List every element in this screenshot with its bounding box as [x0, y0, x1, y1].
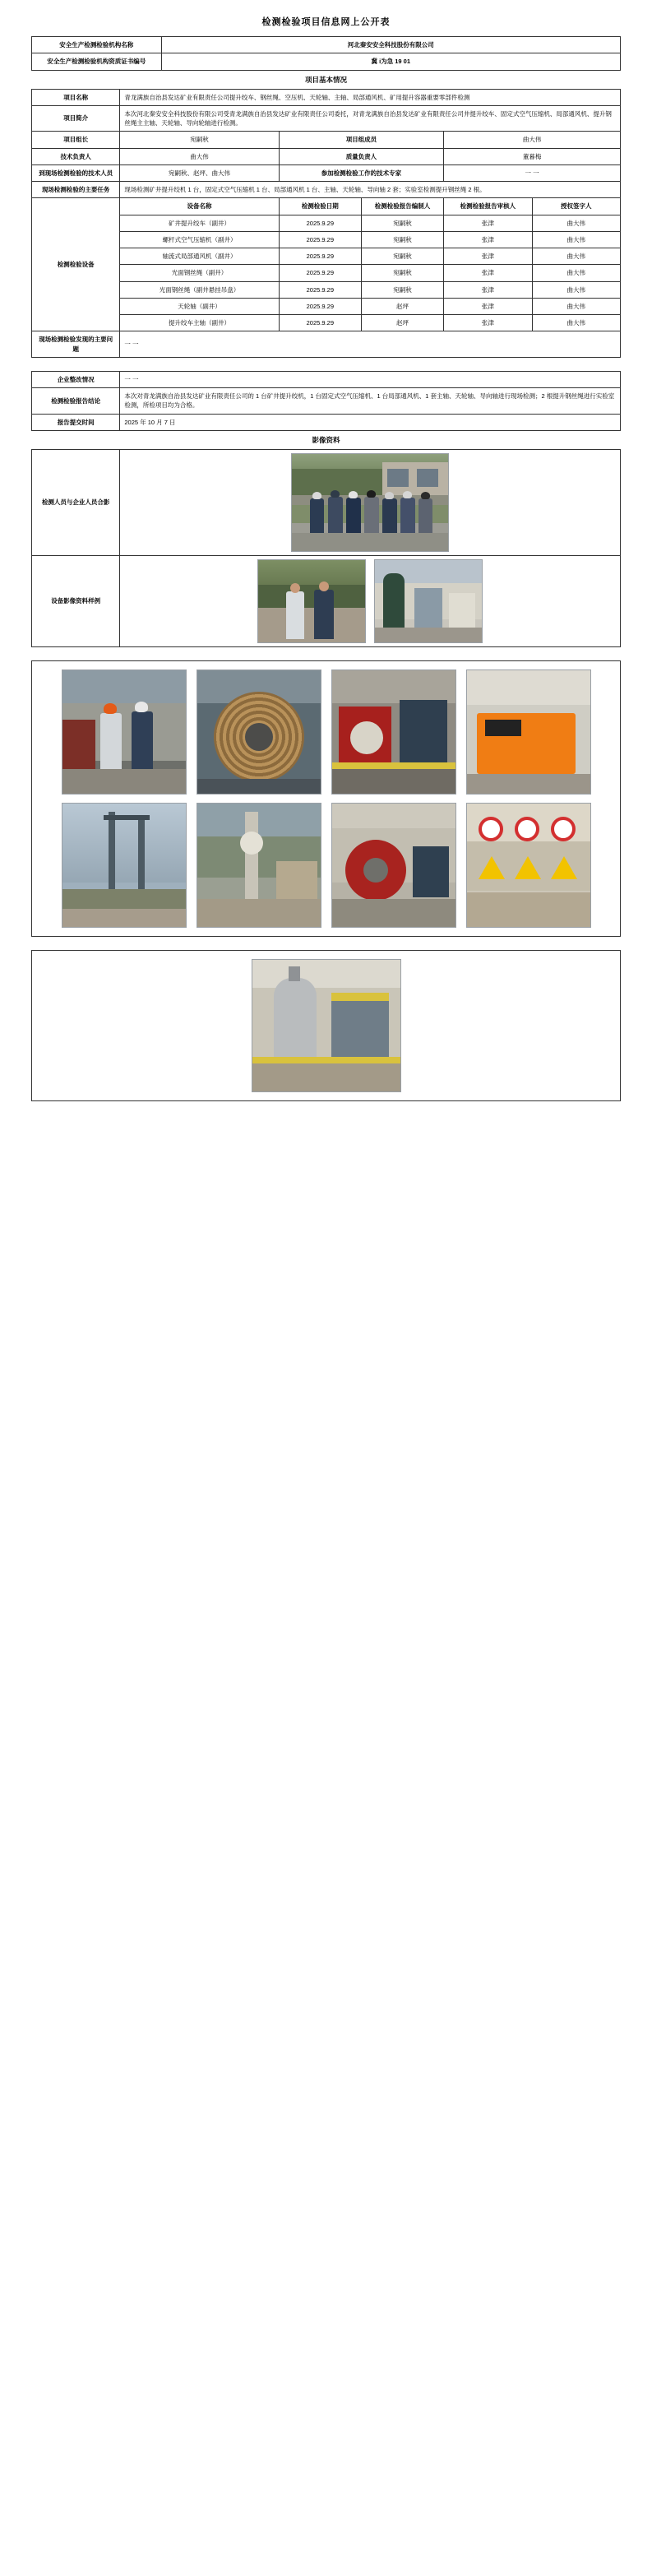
gallery-photo-8 [466, 803, 591, 928]
equipment-author: 宛嗣秋 [361, 265, 443, 281]
equipment-reviewer: 张津 [444, 315, 532, 331]
equipment-name: 光面钢丝绳（副井） [120, 265, 279, 281]
equipment-name: 螺杆式空气压缩机（副井） [120, 231, 279, 248]
onsite-task-label: 现场检测检验的主要任务 [32, 182, 120, 198]
gallery-photo-9 [252, 959, 401, 1092]
table-row [32, 315, 621, 331]
table-row [32, 331, 621, 358]
equipment-col-3: 检测检验报告审核人 [444, 198, 532, 215]
gallery-photo-1 [62, 669, 187, 795]
equipment-date: 2025.9.29 [279, 315, 361, 331]
expert-value: 一 一 [444, 164, 621, 181]
equipment-reviewer: 张津 [444, 265, 532, 281]
gallery-photo-6 [197, 803, 321, 928]
gallery-photo-5 [62, 803, 187, 928]
equipment-reviewer: 张津 [444, 231, 532, 248]
equipment-col-1: 检测检验日期 [279, 198, 361, 215]
equipment-author: 宛嗣秋 [361, 231, 443, 248]
equipment-reviewer: 张津 [444, 215, 532, 231]
prohibition-sign-icon [479, 817, 503, 841]
section-basic-info: 项目基本情况 [304, 75, 347, 84]
warning-sign-icon [551, 856, 577, 879]
project-name-label: 项目名称 [32, 89, 120, 105]
quality-lead-label: 质量负责人 [279, 148, 443, 164]
submit-time-value: 2025 年 10 月 7 日 [120, 414, 621, 430]
project-intro-value: 本次河北秦安安全科技股份有限公司受青龙满族自治县发达矿业有限责任公司委托，对青龙满族自治县发达矿业有限责任公司井提升绞车、固定式空气压缩机、局部通风机、提升钢丝绳主主轴、天轮轴、导向轮轴进行检测。 [120, 105, 621, 132]
prohibition-sign-icon [551, 817, 576, 841]
equipment-author: 宛嗣秋 [361, 215, 443, 231]
basic-info-table [31, 89, 621, 358]
table-row [32, 215, 621, 231]
project-leader-label: 项目组长 [32, 132, 120, 148]
table-row [32, 371, 621, 387]
table-row [32, 555, 621, 646]
table-row [32, 281, 621, 298]
gallery-photo-3 [331, 669, 456, 795]
onsite-staff-label: 到现场检测检验的技术人员 [32, 164, 120, 181]
equipment-signer: 曲大伟 [532, 215, 620, 231]
media-table [31, 449, 621, 647]
warning-sign-icon [515, 856, 541, 879]
tech-lead-label: 技术负责人 [32, 148, 120, 164]
quality-lead-value: 董暮梅 [444, 148, 621, 164]
equipment-author: 赵坪 [361, 315, 443, 331]
equipment-name: 轴流式局部通风机（副井） [120, 248, 279, 265]
equipment-signer: 曲大伟 [532, 248, 620, 265]
equipment-author: 宛嗣秋 [361, 281, 443, 298]
divider [31, 937, 621, 950]
equipment-author: 赵坪 [361, 298, 443, 314]
rectify-label: 企业整改情况 [32, 371, 120, 387]
table-row [32, 198, 621, 215]
equipment-reviewer: 张津 [444, 248, 532, 265]
document-page [0, 0, 652, 1118]
equipment-signer: 曲大伟 [532, 298, 620, 314]
equipment-name: 天轮轴（副井） [120, 298, 279, 314]
group-photo-label: 检测人员与企业人员合影 [32, 449, 120, 555]
conclusion-label: 检测检验报告结论 [32, 388, 120, 415]
group-photo-cell [120, 449, 621, 555]
equipment-date: 2025.9.29 [279, 281, 361, 298]
table-row [32, 89, 621, 105]
equipment-photo-cell [120, 555, 621, 646]
table-row [32, 248, 621, 265]
table-row [32, 37, 621, 53]
table-row [32, 298, 621, 314]
equipment-name: 矿井提升绞车（副井） [120, 215, 279, 231]
divider [31, 647, 621, 660]
prohibition-sign-icon [515, 817, 539, 841]
table-row [32, 53, 621, 70]
photo-gallery-final [31, 950, 621, 1101]
warning-sign-icon [479, 856, 505, 879]
equipment-photo-group [124, 559, 616, 643]
tech-lead-value: 曲大伟 [120, 148, 279, 164]
equipment-signer: 曲大伟 [532, 281, 620, 298]
equipment-signer: 曲大伟 [532, 231, 620, 248]
table-row [32, 414, 621, 430]
section-media: 影像资料 [312, 435, 340, 444]
gallery-photo-2 [197, 669, 321, 795]
submit-time-label: 报告提交时间 [32, 414, 120, 430]
equipment-date: 2025.9.29 [279, 265, 361, 281]
equipment-name: 光面钢丝绳（副井悬挂吊盘） [120, 281, 279, 298]
table-row [32, 265, 621, 281]
table-row [32, 388, 621, 415]
equipment-reviewer: 张津 [444, 298, 532, 314]
equipment-date: 2025.9.29 [279, 298, 361, 314]
found-issue-label: 现场检测检验发现的主要问题 [32, 331, 120, 358]
org-name-label: 安全生产检测检验机构名称 [32, 37, 162, 53]
found-issue-value: 一 一 [120, 331, 621, 358]
equipment-photo-1 [257, 559, 366, 643]
project-member-value: 曲大伟 [444, 132, 621, 148]
equipment-col-2: 检测检验报告编制人 [361, 198, 443, 215]
equipment-col-4: 授权签字人 [532, 198, 620, 215]
project-intro-label: 项目简介 [32, 105, 120, 132]
gallery-photo-4 [466, 669, 591, 795]
project-leader-value: 宛嗣秋 [120, 132, 279, 148]
table-row [32, 449, 621, 555]
project-member-label: 项目组成员 [279, 132, 443, 148]
table-row [32, 132, 621, 148]
photo-gallery [31, 660, 621, 937]
org-info-table [31, 36, 621, 71]
conclusion-value: 本次对青龙满族自治县发达矿业有限责任公司的 1 台矿井提升绞机，1 台固定式空气压缩机、1 台局部通风机、1 套主轴、天轮轴、导向轴进行现场检测；2 根提升钢丝绳进行实验室检测，所检项目均为合格。 [120, 388, 621, 415]
org-license-label: 安全生产检测检验机构资质证书编号 [32, 53, 162, 70]
table-row [32, 164, 621, 181]
page-title: 检测检验项目信息网上公开表 [261, 17, 391, 27]
equipment-label: 检测检验设备 [32, 198, 120, 331]
table-row [32, 148, 621, 164]
equipment-col-0: 设备名称 [120, 198, 279, 215]
table-row [32, 105, 621, 132]
org-license-value: 冀 i为急 19 01 [161, 53, 620, 70]
equipment-date: 2025.9.29 [279, 248, 361, 265]
equipment-author: 宛嗣秋 [361, 248, 443, 265]
divider [31, 358, 621, 371]
expert-label: 参加检测检验工作的技术专家 [279, 164, 443, 181]
equipment-photo-label: 设备影像资料样例 [32, 555, 120, 646]
org-name-value: 河北秦安安全科技股份有限公司 [161, 37, 620, 53]
project-name-value: 青龙满族自治县发达矿业有限责任公司提升绞车、钢丝绳、空压机、天轮轴、主轴、局部通风机、矿用提升容器重要零部件检测 [120, 89, 621, 105]
equipment-photo-2 [374, 559, 483, 643]
equipment-name: 提升绞车主轴（副井） [120, 315, 279, 331]
gallery-photo-7 [331, 803, 456, 928]
onsite-staff-value: 宛嗣秋、赵坪、曲大伟 [120, 164, 279, 181]
rectify-value: 一 一 [120, 371, 621, 387]
air-tank [274, 978, 317, 1068]
conclusion-table [31, 371, 621, 431]
equipment-signer: 曲大伟 [532, 265, 620, 281]
onsite-task-value: 现场检测矿井提升绞机 1 台，固定式空气压缩机 1 台、局部通风机 1 台、主轴、天轮轴、导向轴 2 套；实验室检测提升钢丝绳 2 根。 [120, 182, 621, 198]
equipment-signer: 曲大伟 [532, 315, 620, 331]
table-row [32, 182, 621, 198]
table-row [32, 231, 621, 248]
equipment-date: 2025.9.29 [279, 231, 361, 248]
equipment-date: 2025.9.29 [279, 215, 361, 231]
equipment-reviewer: 张津 [444, 281, 532, 298]
group-photo [291, 453, 449, 552]
